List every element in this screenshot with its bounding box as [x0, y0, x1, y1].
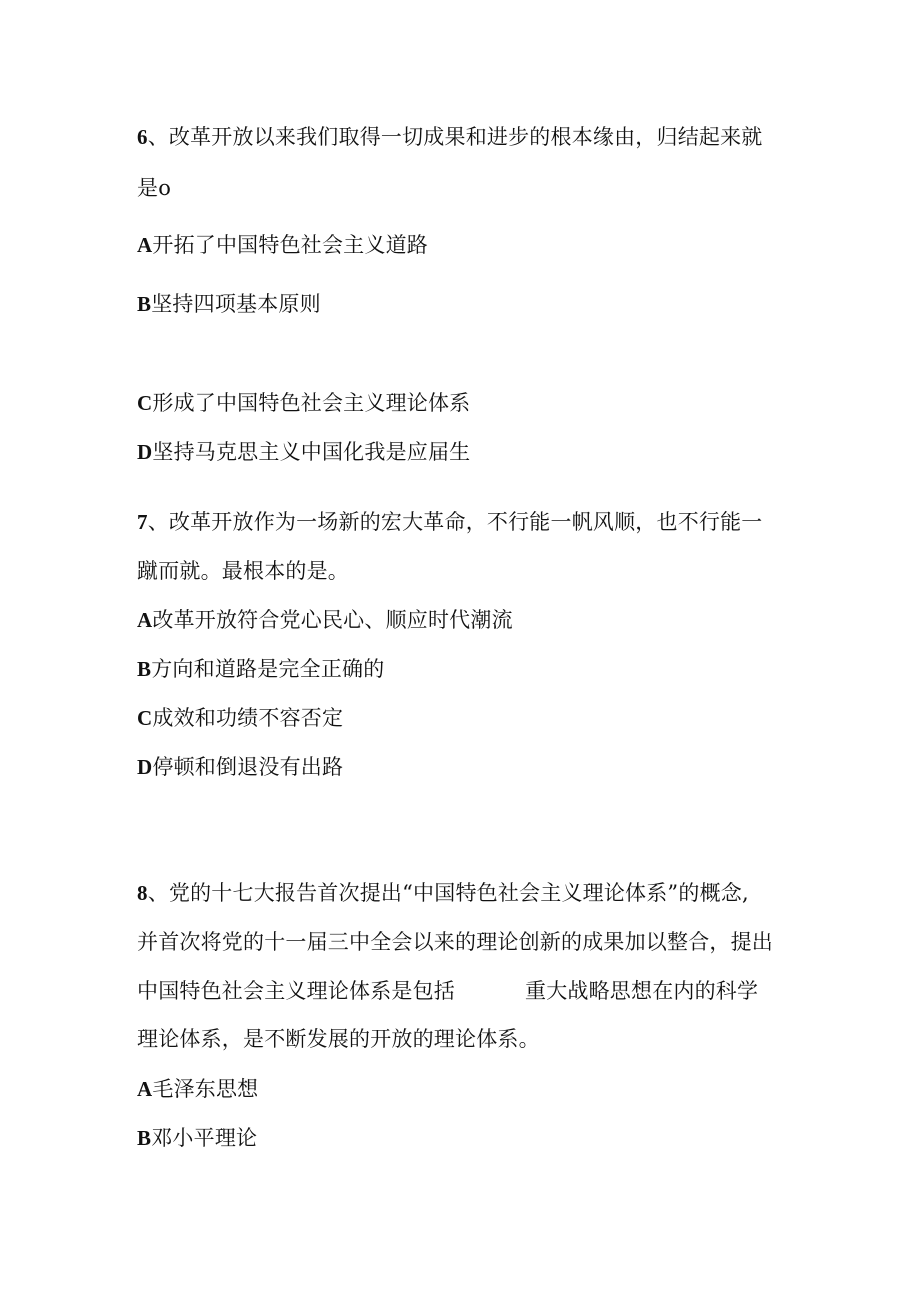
question-7-option-a	[137, 606, 797, 634]
option-letter: D	[137, 440, 153, 464]
option-letter: A	[137, 608, 153, 632]
option-letter: D	[137, 755, 153, 779]
question-stem-text: 重大战略思想在内的科学	[525, 979, 759, 1003]
option-letter: B	[137, 1126, 152, 1150]
option-text: 开拓了中国特色社会主义道路	[152, 233, 428, 257]
option-text: 邓小平理论	[151, 1126, 258, 1150]
option-text: 形成了中国特色社会主义理论体系	[152, 391, 471, 415]
option-text: 方向和道路是完全正确的	[151, 657, 385, 681]
question-stem-text: 是o	[137, 176, 172, 200]
question-stem-text: 蹴而就。最根本的是。	[137, 559, 349, 583]
question-number: 8	[137, 881, 148, 905]
option-letter: C	[137, 706, 153, 730]
question-number: 7	[137, 510, 148, 534]
question-7-option-c	[137, 704, 797, 732]
question-6-option-d	[137, 438, 797, 466]
question-stem-text: 并首次将党的十一届三中全会以来的理论创新的成果加以整合，提出	[137, 930, 773, 954]
question-stem-text: 、改革开放以来我们取得一切成果和进步的根本缘由，归结起来就	[147, 125, 763, 149]
question-stem-text: 中国特色社会主义理论体系是包括	[137, 979, 455, 1003]
question-6-option-c	[137, 389, 797, 417]
question-stem-text: 、党的十七大报告首次提出“中国特色社会主义理论体系”的概念,	[147, 881, 749, 905]
question-8-stem-line-3	[137, 977, 797, 1005]
question-8-stem-line-2	[137, 928, 797, 956]
option-text: 坚持马克思主义中国化我是应届生	[152, 440, 471, 464]
option-text: 停顿和倒退没有出路	[152, 755, 344, 779]
option-letter: A	[137, 1077, 153, 1101]
option-letter: B	[137, 657, 152, 681]
question-6-stem-line-2	[137, 174, 797, 202]
question-stem-text: 理论体系，是不断发展的开放的理论体系。	[137, 1027, 540, 1051]
question-7-stem-line-2	[137, 557, 797, 585]
question-6-option-b	[137, 290, 797, 318]
question-7-stem-line-1	[137, 508, 797, 536]
option-text: 成效和功绩不容否定	[152, 706, 344, 730]
option-letter: B	[137, 292, 152, 316]
question-number: 6	[137, 125, 148, 149]
question-stem-text: 、改革开放作为一场新的宏大革命，不行能一帆风顺，也不行能一	[147, 510, 763, 534]
question-7-option-d	[137, 753, 797, 781]
question-7-option-b	[137, 655, 797, 683]
question-8-stem-line-1	[137, 879, 797, 907]
option-letter: A	[137, 233, 153, 257]
option-letter: C	[137, 391, 153, 415]
question-8-option-b	[137, 1124, 797, 1152]
option-text: 改革开放符合党心民心、顺应时代潮流	[152, 608, 513, 632]
option-text: 毛泽东思想	[152, 1077, 259, 1101]
question-8-option-a	[137, 1075, 797, 1103]
question-6-stem-line-1	[137, 123, 797, 151]
question-6-option-a	[137, 231, 797, 259]
question-8-stem-line-4	[137, 1025, 797, 1053]
option-text: 坚持四项基本原则	[151, 292, 321, 316]
